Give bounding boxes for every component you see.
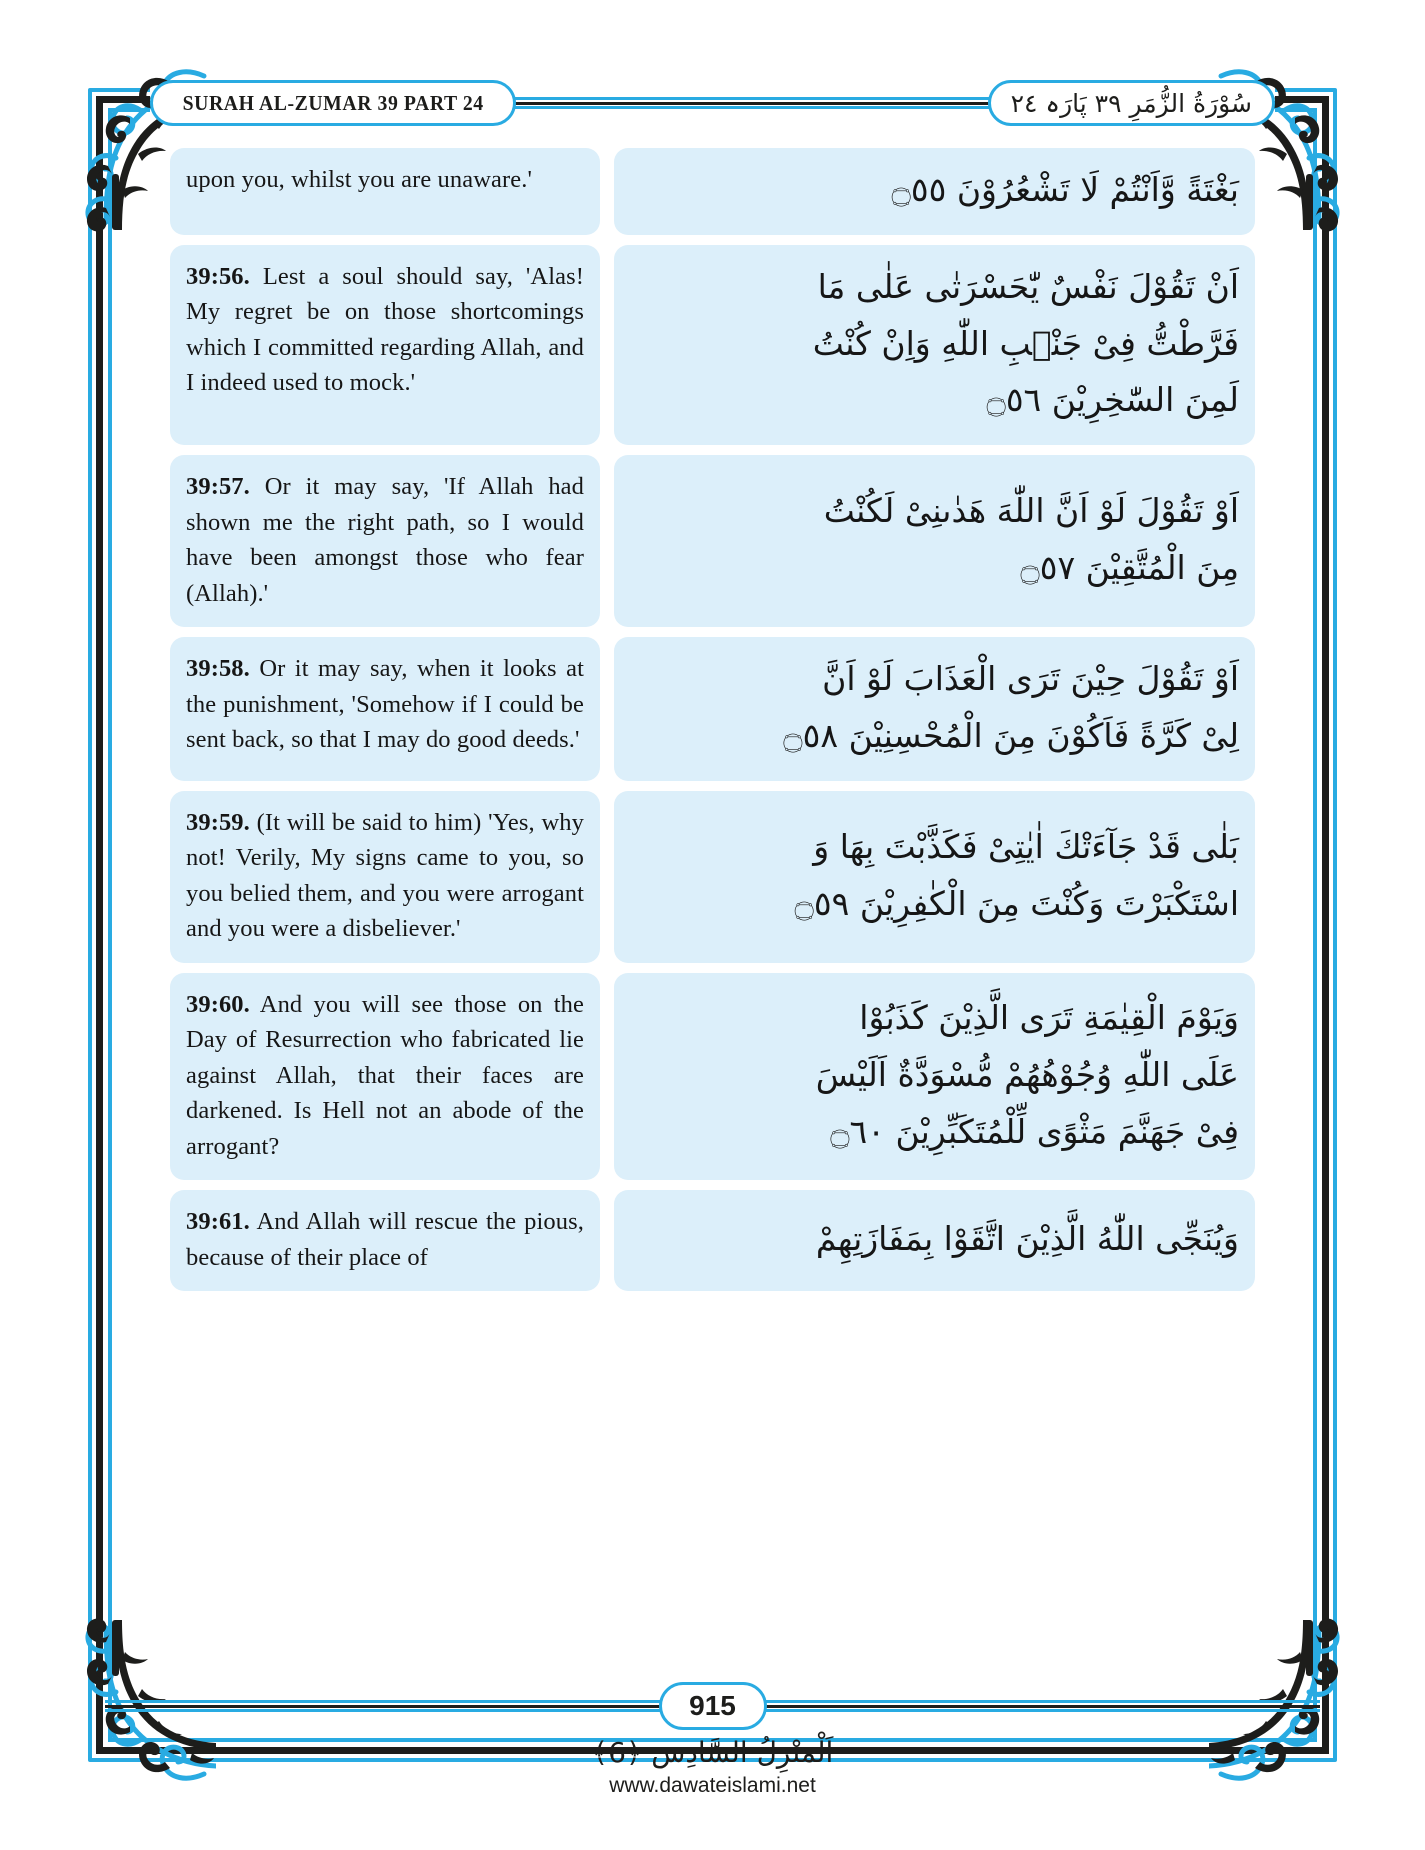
verse-translation-block xyxy=(170,245,600,445)
verse-arabic-block xyxy=(614,148,1255,235)
verse-arabic-block xyxy=(614,1190,1255,1291)
verse-translation-text: Or it may say, when it looks at the punishment, 'Somehow if I could be sent back, so that I may do good deeds.' xyxy=(186,655,584,754)
verse-arabic-line: عَلَى اللّٰهِ وُجُوْهُهُمْ مُّسْوَدَّةٌ اَلَيْسَ xyxy=(815,1055,1239,1095)
verse-translation-block xyxy=(170,455,600,627)
footer-credits xyxy=(0,1736,1425,1798)
surah-title-english: SURAH AL-ZUMAR 39 PART 24 xyxy=(182,90,484,115)
verse-list xyxy=(170,148,1255,1291)
verse-arabic-line: فِیْ جَهَنَّمَ مَثْوًى لِّلْمُتَكَبِّرِيْنَ ۝٦٠ xyxy=(830,1111,1239,1151)
verse-translation-text: upon you, whilst you are unaware.' xyxy=(186,166,532,193)
verse-number: 39:59. xyxy=(186,808,250,836)
page-footer xyxy=(108,1680,1317,1732)
footer-rule-right xyxy=(764,1699,1321,1713)
verse-row xyxy=(170,1190,1255,1291)
verse-number: 39:58. xyxy=(186,655,250,683)
verse-arabic-line: اسْتَكْبَرْتَ وَكُنْتَ مِنَ الْكٰفِرِيْنَ ۝٥٩ xyxy=(794,883,1239,923)
verse-number: 39:61. xyxy=(186,1208,250,1236)
verse-row xyxy=(170,245,1255,445)
header-rule-divider xyxy=(514,96,989,110)
verse-arabic-line: اَنْ تَقُوْلَ نَفْسٌ يّٰحَسْرَتٰى عَلٰى مَا xyxy=(817,266,1239,306)
footer-rule-left xyxy=(105,1699,662,1713)
verse-arabic-line: اَوْ تَقُوْلَ حِيْنَ تَرَى الْعَذَابَ لَوْ اَنَّ xyxy=(822,659,1239,699)
verse-translation-text: Or it may say, 'If Allah had shown me the right path, so I would have been amongst those who fear (Allah).' xyxy=(186,473,584,607)
verse-arabic-line: بَغْتَةً وَّاَنْتُمْ لَا تَشْعُرُوْنَ ۝٥٥ xyxy=(891,170,1239,209)
verse-number: 39:57. xyxy=(186,473,250,500)
verse-number: 39:60. xyxy=(186,990,250,1018)
verse-number: 39:56. xyxy=(186,262,250,290)
verse-arabic-line: بَلٰى قَدْ جَآءَتْكَ اٰيٰتِیْ فَكَذَّبْتَ بِهَا وَ xyxy=(813,826,1239,866)
verse-arabic-line: مِنَ الْمُتَّقِيْنَ ۝٥٧ xyxy=(1020,548,1239,588)
manzil-label: اَلْمَنْزِلُ السَّادِس ﴿6﴾ xyxy=(591,1736,834,1770)
verse-arabic-line: وَيَوْمَ الْقِيٰمَةِ تَرَى الَّذِيْنَ كَذَبُوْا xyxy=(859,998,1239,1038)
surah-title-arabic-badge xyxy=(988,80,1275,126)
surah-title-arabic: سُوْرَةُ الزُّمَرِ ٣٩ پَارَہ ٢٤ xyxy=(1010,88,1252,118)
verse-arabic-block xyxy=(614,455,1255,627)
page-number: 915 xyxy=(689,1690,736,1721)
verse-row xyxy=(170,637,1255,781)
verse-translation-text: (It will be said to him) 'Yes, why not! Verily, My signs came to you, so you belied them, and you were arrogant and you were a disbeliever.' xyxy=(186,808,584,943)
verse-translation-block xyxy=(170,1190,600,1291)
verse-row xyxy=(170,148,1255,235)
verse-row xyxy=(170,455,1255,627)
verse-arabic-line: اَوْ تَقُوْلَ لَوْ اَنَّ اللّٰهَ هَدٰىنِیْ لَكُنْتُ xyxy=(823,491,1239,531)
verse-row xyxy=(170,791,1255,963)
surah-title-english-badge xyxy=(150,80,516,126)
verse-translation-text: Lest a soul should say, 'Alas! My regret be on those shortcomings which I committed regarding Allah, and I indeed used to mock.' xyxy=(186,262,584,397)
verse-arabic-block xyxy=(614,637,1255,781)
verse-arabic-line: لَمِنَ السّٰخِرِيْنَ ۝٥٦ xyxy=(986,380,1239,420)
page-header xyxy=(150,76,1275,130)
verse-arabic-block xyxy=(614,973,1255,1181)
verse-row xyxy=(170,973,1255,1181)
verse-translation-text: And Allah will rescue the pious, because of their place of xyxy=(186,1208,584,1271)
verse-arabic-line: وَيُنَجِّی اللّٰهُ الَّذِيْنَ اتَّقَوْا بِمَفَازَتِهِمْ xyxy=(815,1219,1239,1259)
page-number-badge xyxy=(659,1682,767,1730)
verse-translation-block xyxy=(170,637,600,781)
verse-translation-block xyxy=(170,973,600,1181)
verse-arabic-line: لِیْ كَرَّةً فَاَكُوْنَ مِنَ الْمُحْسِنِيْنَ ۝٥٨ xyxy=(783,715,1239,755)
verse-arabic-line: فَرَّطْتُّ فِیْ جَنْۢبِ اللّٰهِ وَاِنْ كُنْتُ xyxy=(812,323,1239,363)
website-url[interactable]: www.dawateislami.net xyxy=(609,1774,816,1797)
verse-translation-block xyxy=(170,791,600,963)
verse-translation-block xyxy=(170,148,600,235)
verse-translation-text: And you will see those on the Day of Resurrection who fabricated lie against Allah, that their faces are darkened. Is Hell not an abode of the arrogant? xyxy=(186,990,584,1160)
verse-arabic-block xyxy=(614,245,1255,445)
verse-arabic-block xyxy=(614,791,1255,963)
